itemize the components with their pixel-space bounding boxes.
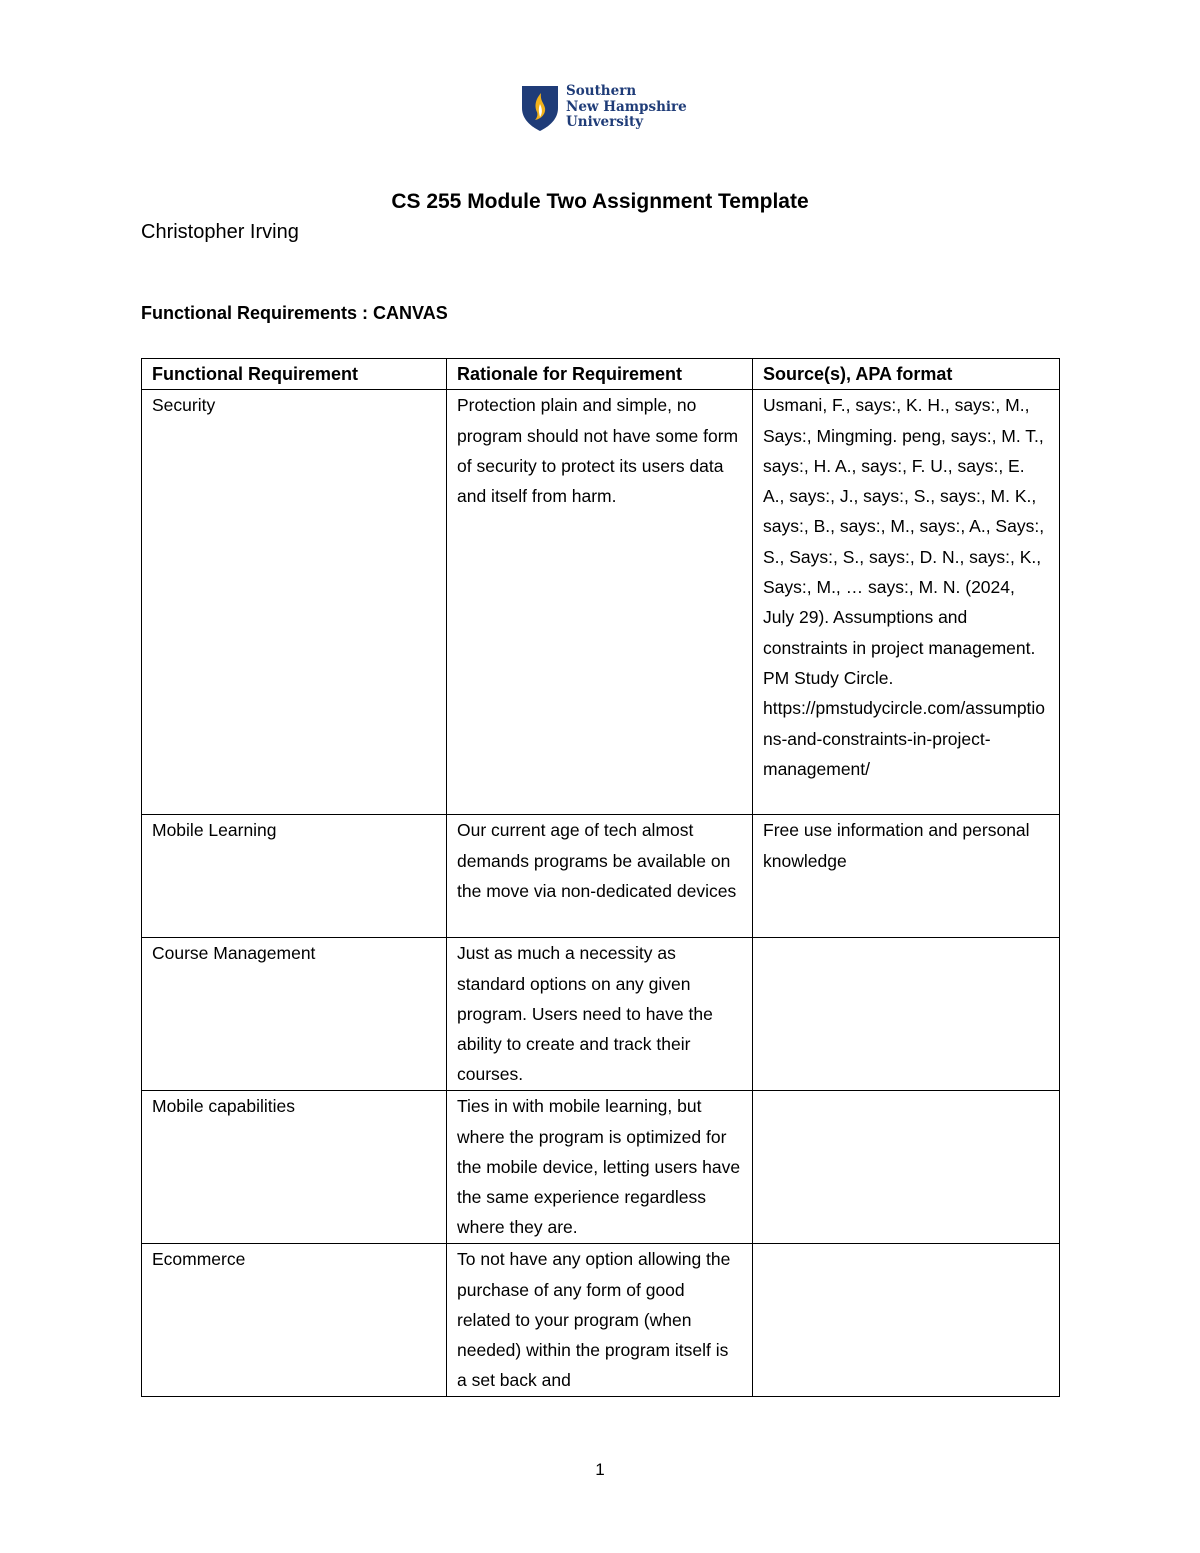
university-logo <box>520 84 690 132</box>
shield-flame-icon <box>520 84 560 132</box>
logo-line-3: University <box>566 114 644 130</box>
rationale-cell: Our current age of tech almost demands programs be available on the move via non-dedicated devices <box>447 815 753 938</box>
author-name: Christopher Irving <box>141 221 299 243</box>
rationale-cell: Protection plain and simple, no program should not have some form of security to protect its users data and itself from harm. <box>447 390 753 815</box>
logo-line-2: New Hampshire <box>566 98 687 115</box>
requirements-table <box>141 358 1060 1397</box>
sources-cell: Usmani, F., says:, K. H., says:, M., Says:, Mingming. peng, says:, M. T., says:, H. A., says:, F. U., says:, E. A., says:, J., says:, S., says:, M. K., says:, B., says:, M., says:, A., Says:, S., Says:, S., says:, D. N., says:, K., Says:, M., … says:, M. N. (2024, July 29). Assumptions and constraints in project management. PM Study Circle. https://pmstudycircle.com/assumptions-and-constraints-in-project-management/ <box>753 390 1060 815</box>
page-number: 1 <box>595 1460 605 1479</box>
header-sources: Source(s), APA format <box>753 359 1060 390</box>
header-functional-requirement: Functional Requirement <box>142 359 447 390</box>
requirement-cell: Course Management <box>142 938 447 1091</box>
logo-line-1: Southern <box>566 83 637 99</box>
sources-cell <box>753 938 1060 1091</box>
requirement-cell: Mobile Learning <box>142 815 447 938</box>
table-row <box>142 390 1060 815</box>
requirement-cell: Ecommerce <box>142 1244 447 1396</box>
sources-cell: Free use information and personal knowledge <box>753 815 1060 938</box>
header-rationale: Rationale for Requirement <box>447 359 753 390</box>
table-row <box>142 815 1060 938</box>
sources-cell <box>753 1091 1060 1244</box>
section-heading: Functional Requirements : CANVAS <box>141 303 448 323</box>
rationale-cell: Just as much a necessity as standard options on any given program. Users need to have the ability to create and track their courses. <box>447 938 753 1091</box>
sources-cell <box>753 1244 1060 1396</box>
requirement-cell: Mobile capabilities <box>142 1091 447 1244</box>
rationale-cell: To not have any option allowing the purchase of any form of good related to your program (when needed) within the program itself is a set back and <box>447 1244 753 1396</box>
rationale-cell: Ties in with mobile learning, but where the program is optimized for the mobile device, letting users have the same experience regardless where they are. <box>447 1091 753 1244</box>
table-row <box>142 1091 1060 1244</box>
requirement-cell: Security <box>142 390 447 815</box>
table-header-row <box>142 359 1060 390</box>
table-row <box>142 1244 1060 1396</box>
document-title: CS 255 Module Two Assignment Template <box>391 190 809 213</box>
table-row <box>142 938 1060 1091</box>
logo-wordmark <box>566 84 687 131</box>
